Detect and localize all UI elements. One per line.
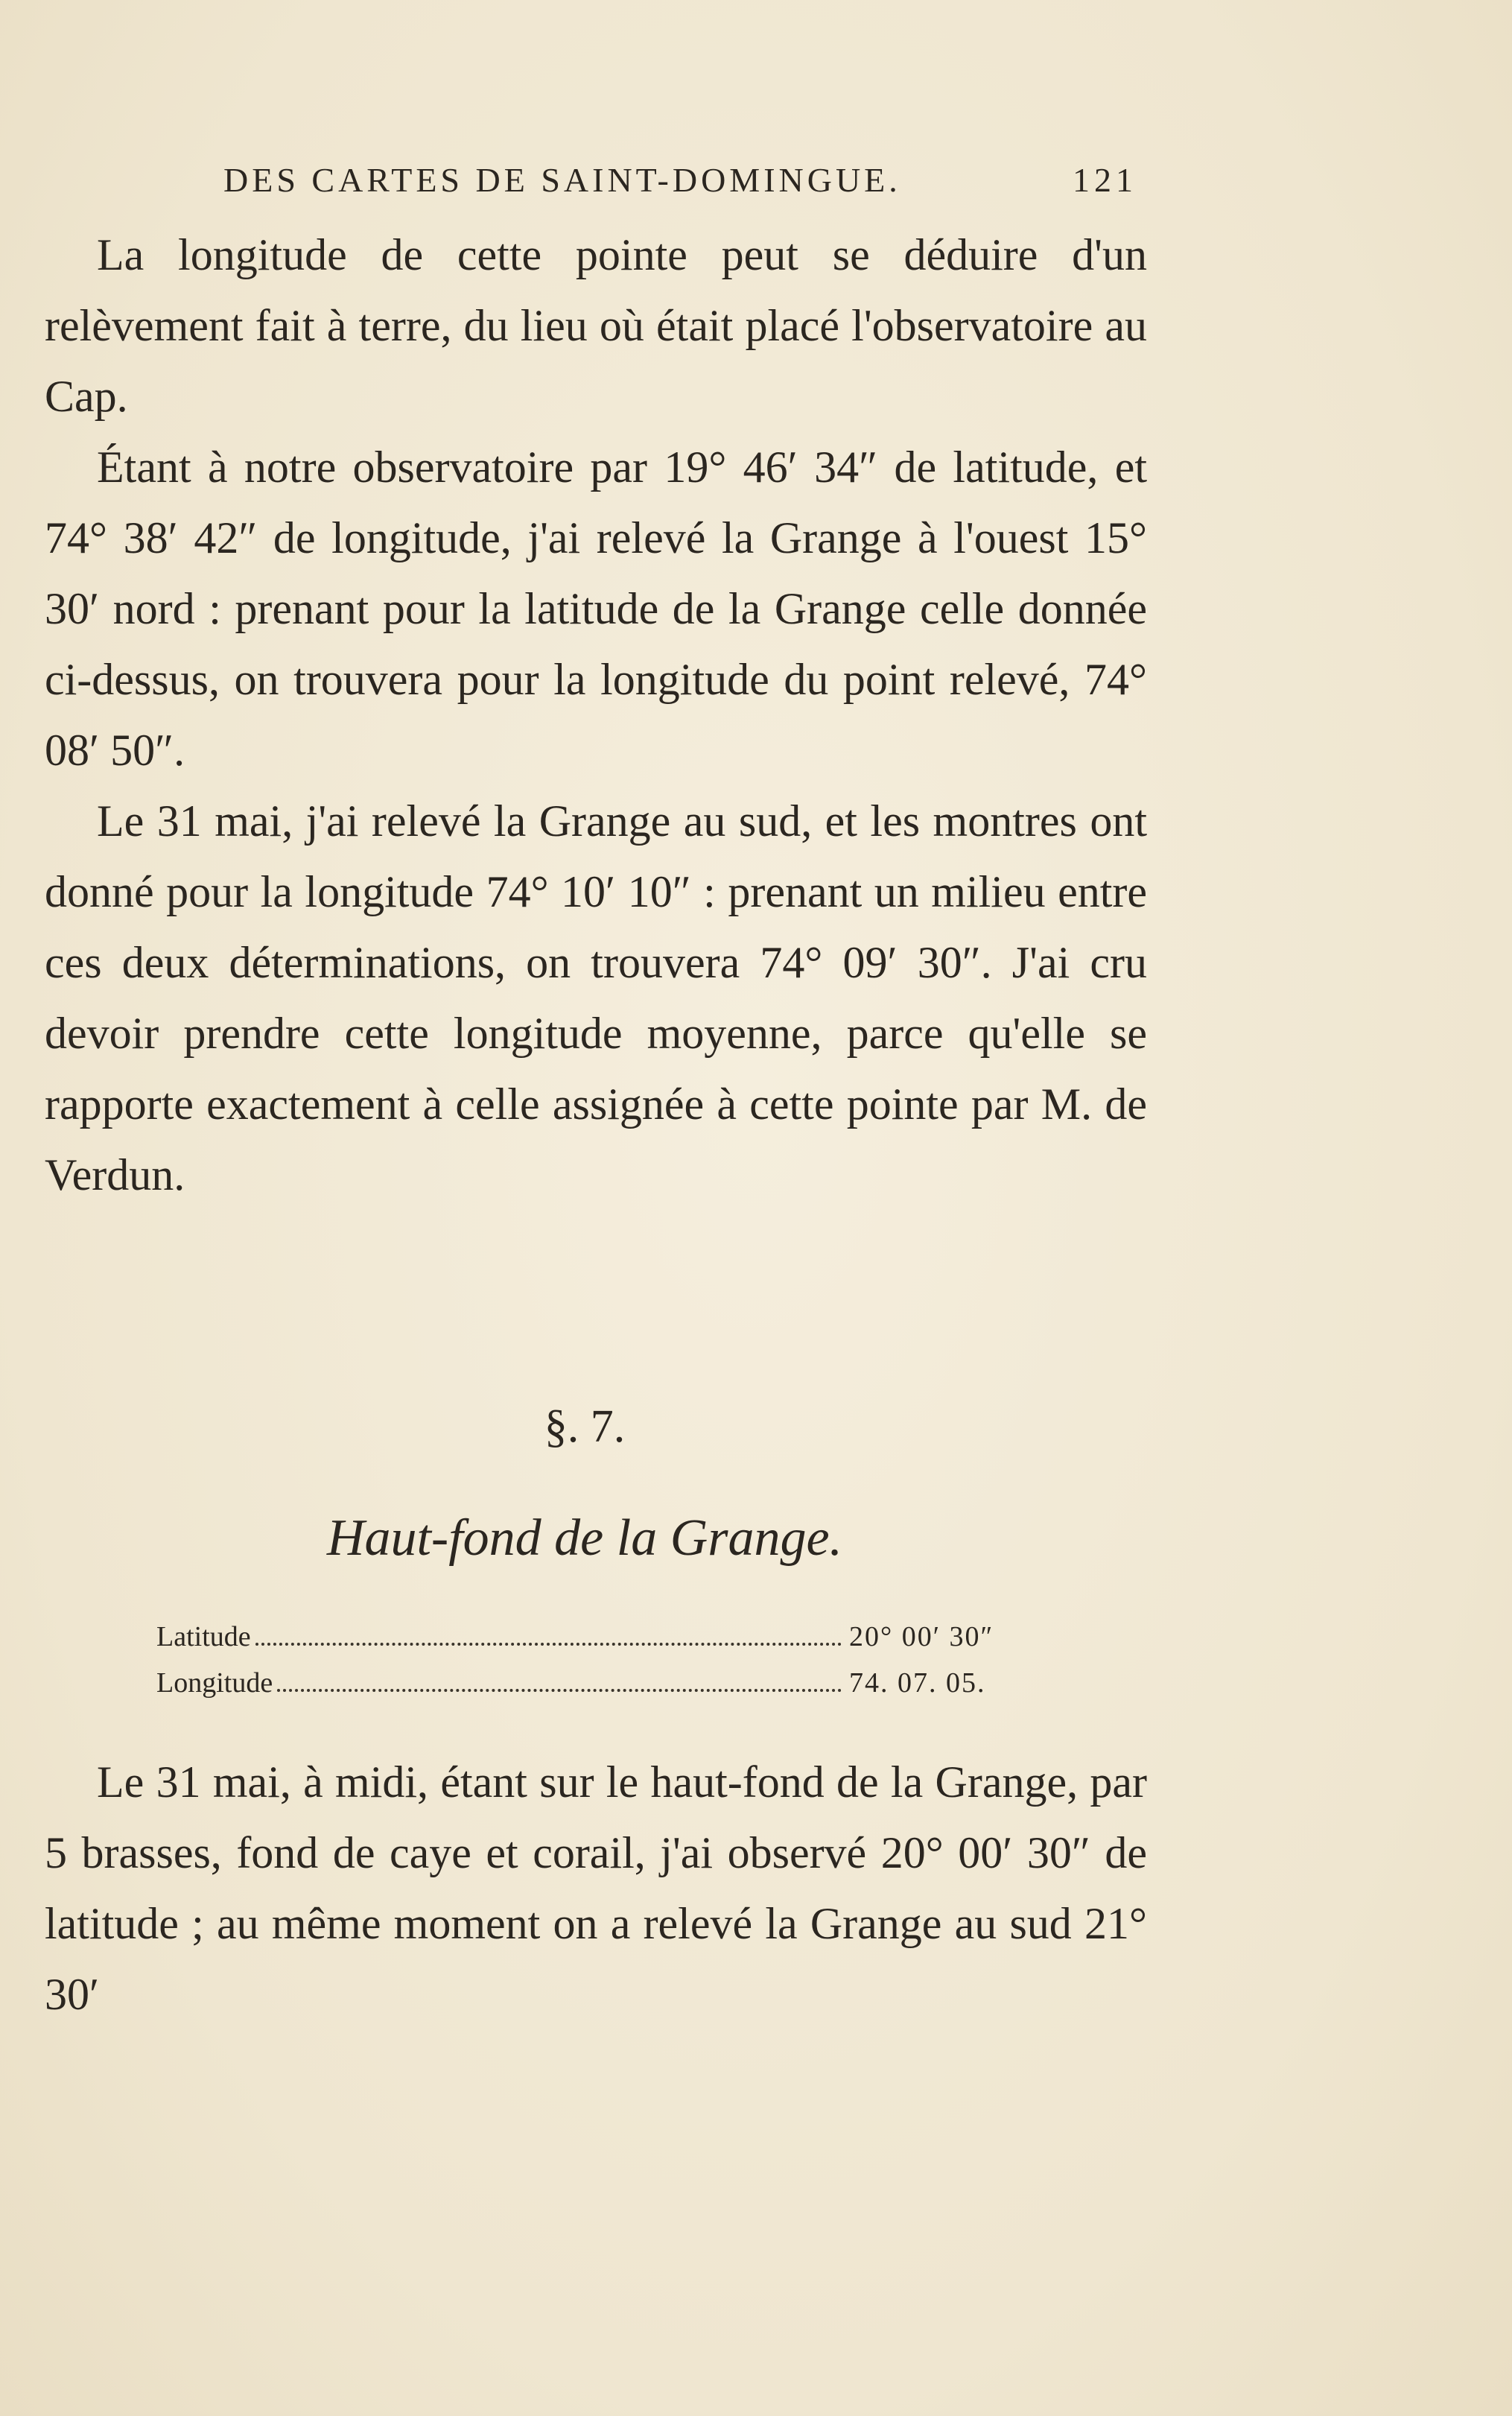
coordinate-row	[156, 1667, 1050, 1713]
section-title: Haut-fond de la Grange.	[326, 1509, 843, 1567]
section-number: §. 7.	[544, 1401, 626, 1452]
coordinates-table	[156, 1620, 1050, 1713]
main-text	[45, 220, 1147, 1211]
running-title: DES CARTES DE SAINT-DOMINGUE.	[223, 161, 901, 199]
coordinate-value: 20° 00′ 30″	[849, 1621, 994, 1652]
paragraph: La longitude de cette pointe peut se déduire d'un relèvement fait à terre, du lieu où était placé l'observatoire au Cap.	[45, 230, 1147, 421]
page-number: 121	[1073, 161, 1137, 199]
running-header	[223, 160, 1169, 205]
coordinate-value: 74. 07. 05.	[849, 1667, 986, 1699]
coordinate-label: Latitude	[156, 1621, 251, 1652]
dot-leader	[277, 1689, 842, 1692]
paragraph: Le 31 mai, j'ai relevé la Grange au sud, et les montres ont donné pour la longitude 74° 10′ 10″ : prenant un milieu entre ces deux déterminations, on trouvera 74° 09′ 30″. J'ai cru devoir prendre cette longitude moyenne, parce qu'elle se rapporte exactement à celle assignée à cette pointe par M. de Verdun.	[45, 796, 1147, 1199]
dot-leader	[255, 1643, 842, 1646]
paragraph: Étant à notre observatoire par 19° 46′ 34″ de latitude, et 74° 38′ 42″ de longitude, j'ai relevé la Grange à l'ouest 15° 30′ nord : prenant pour la latitude de la Grange celle donnée ci-dessus, on trouvera pour la longitude du point relevé, 74° 08′ 50″.	[45, 443, 1147, 775]
closing-text	[45, 1747, 1147, 2030]
paragraph: Le 31 mai, à midi, étant sur le haut-fond de la Grange, par 5 brasses, fond de caye et corail, j'ai observé 20° 00′ 30″ de latitude ; au même moment on a relevé la Grange au sud 21° 30′	[45, 1757, 1147, 2019]
coordinate-label: Longitude	[156, 1667, 273, 1699]
coordinate-row	[156, 1620, 1050, 1667]
